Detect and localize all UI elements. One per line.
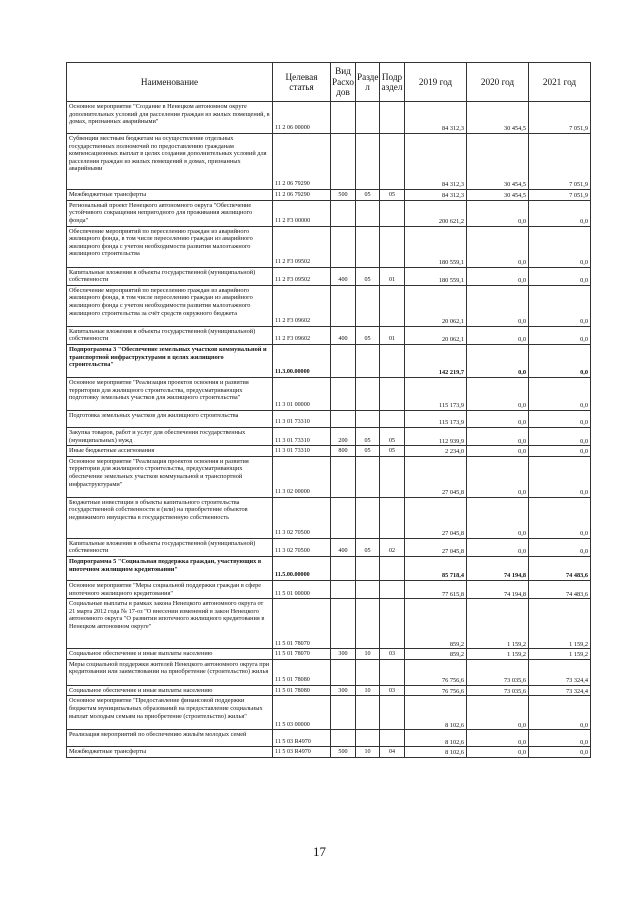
row-value-2021: 0,0 — [529, 200, 591, 226]
row-subsection — [380, 344, 405, 377]
row-value-2020: 0,0 — [467, 326, 529, 344]
row-name: Капитальные вложения в объекты государственной (муниципальной) собственности — [67, 267, 273, 285]
row-subsection — [380, 410, 405, 427]
row-name: Подготовка земельных участков для жилищного строительства — [67, 410, 273, 427]
table-row — [67, 267, 591, 285]
page-number: 17 — [313, 844, 326, 859]
table-row — [67, 344, 591, 377]
row-value-2019: 112 939,9 — [405, 427, 467, 445]
row-value-2021: 0,0 — [529, 456, 591, 497]
row-target-article: 11 5 01 78070 — [273, 649, 331, 660]
row-target-article: 11 2 F3 09502 — [273, 267, 331, 285]
row-target-article: 11 3 01 73310 — [273, 410, 331, 427]
table-row — [67, 190, 591, 201]
row-subsection — [380, 599, 405, 649]
row-target-article: 11 5 03 R4970 — [273, 730, 331, 747]
row-subsection — [380, 696, 405, 730]
row-value-2021: 0,0 — [529, 696, 591, 730]
row-name: Бюджетные инвестиции в объекты капитального строительства государственной собственности и (или) на приобретение объектов недвижимого имущества в государственную собственность — [67, 497, 273, 538]
row-subsection — [380, 556, 405, 580]
row-expense-type — [331, 659, 356, 685]
row-target-article: 11.5.00.00000 — [273, 556, 331, 580]
row-value-2019: 142 219,7 — [405, 344, 467, 377]
table-row — [67, 497, 591, 538]
row-value-2019: 180 559,1 — [405, 226, 467, 267]
row-value-2020: 0,0 — [467, 344, 529, 377]
row-subsection: 01 — [380, 267, 405, 285]
row-target-article: 11 5 01 00000 — [273, 580, 331, 598]
header-target-article: Целевая статья — [273, 63, 331, 102]
row-target-article: 11 2 F3 09602 — [273, 285, 331, 326]
row-section — [356, 456, 380, 497]
row-target-article: 11 5 01 78070 — [273, 599, 331, 649]
row-value-2019: 115 173,9 — [405, 377, 467, 410]
table-row — [67, 538, 591, 556]
row-name: Подпрограмма 5 "Социальная поддержка граждан, участвующих в ипотечном жилищном кредитовании" — [67, 556, 273, 580]
row-value-2021: 1 159,2 — [529, 649, 591, 660]
row-value-2021: 0,0 — [529, 377, 591, 410]
row-expense-type: 400 — [331, 538, 356, 556]
row-value-2020: 0,0 — [467, 497, 529, 538]
row-value-2020: 0,0 — [467, 747, 529, 758]
row-name: Субвенции местным бюджетам на осуществление отдельных государственных полномочий по предоставлению гражданам компенсационных выплат в целях создания дополнительных условий для расселения граждан из жилых помещений в домах, признанных аварийными — [67, 134, 273, 190]
row-section: 10 — [356, 649, 380, 660]
row-target-article: 11 2 F3 09502 — [273, 226, 331, 267]
row-value-2020: 0,0 — [467, 456, 529, 497]
row-section — [356, 659, 380, 685]
row-target-article: 11 2 06 79290 — [273, 134, 331, 190]
row-value-2019: 180 559,1 — [405, 267, 467, 285]
row-value-2021: 0,0 — [529, 285, 591, 326]
row-name: Капитальные вложения в объекты государственной (муниципальной) собственности — [67, 326, 273, 344]
row-name: Подпрограмма 3 "Обеспечение земельных участков коммунальной и транспортной инфраструктурами в целях жилищного строительства" — [67, 344, 273, 377]
row-name: Обеспечение мероприятий по переселению граждан из аварийного жилищного фонда, в том числе переселению граждан из аварийного жилищного фонда с учетом необходимости развития малоэтажного жилищного строительства — [67, 226, 273, 267]
row-value-2021: 73 324,4 — [529, 685, 591, 696]
row-subsection — [380, 730, 405, 747]
table-row — [67, 696, 591, 730]
row-expense-type — [331, 377, 356, 410]
row-value-2021: 0,0 — [529, 497, 591, 538]
table-body — [67, 102, 591, 758]
row-value-2020: 0,0 — [467, 377, 529, 410]
row-value-2020: 0,0 — [467, 696, 529, 730]
row-value-2019: 85 718,4 — [405, 556, 467, 580]
row-value-2020: 30 454,5 — [467, 102, 529, 134]
row-value-2019: 859,2 — [405, 649, 467, 660]
row-subsection: 05 — [380, 446, 405, 457]
table-row — [67, 326, 591, 344]
row-name: Основное мероприятие "Реализация проектов освоения и развития территории для жилищного строительства, предусматривающих обеспечение земельных участков коммунальной и транспортной инфраструктурами" — [67, 456, 273, 497]
row-value-2019: 27 045,8 — [405, 497, 467, 538]
row-section: 05 — [356, 446, 380, 457]
row-section — [356, 410, 380, 427]
row-subsection — [380, 456, 405, 497]
header-subsection: Подр аздел — [380, 63, 405, 102]
row-target-article: 11 5 03 00000 — [273, 696, 331, 730]
row-subsection: 03 — [380, 685, 405, 696]
row-value-2020: 74 194,8 — [467, 580, 529, 598]
row-expense-type — [331, 580, 356, 598]
row-target-article: 11 2 06 79290 — [273, 190, 331, 201]
row-expense-type: 500 — [331, 190, 356, 201]
row-expense-type — [331, 456, 356, 497]
row-value-2021: 7 051,9 — [529, 134, 591, 190]
row-expense-type — [331, 696, 356, 730]
header-2019: 2019 год — [405, 63, 467, 102]
header-section: Разде л — [356, 63, 380, 102]
row-name: Социальное обеспечение и иные выплаты населению — [67, 649, 273, 660]
row-target-article: 11 3 01 73310 — [273, 446, 331, 457]
row-target-article: 11 2 06 00000 — [273, 102, 331, 134]
row-target-article: 11 5 01 78080 — [273, 685, 331, 696]
table-row — [67, 226, 591, 267]
header-name: Наименование — [67, 63, 273, 102]
row-value-2019: 84 312,3 — [405, 134, 467, 190]
row-value-2020: 0,0 — [467, 410, 529, 427]
row-value-2020: 74 194,8 — [467, 556, 529, 580]
row-section — [356, 285, 380, 326]
table-row — [67, 659, 591, 685]
row-expense-type — [331, 200, 356, 226]
row-section: 05 — [356, 190, 380, 201]
row-value-2020: 1 159,2 — [467, 649, 529, 660]
row-value-2020: 0,0 — [467, 427, 529, 445]
table-row — [67, 102, 591, 134]
row-subsection — [380, 580, 405, 598]
row-subsection — [380, 226, 405, 267]
row-value-2021: 0,0 — [529, 267, 591, 285]
row-value-2019: 859,2 — [405, 599, 467, 649]
budget-table — [66, 62, 591, 758]
row-section — [356, 377, 380, 410]
row-subsection: 01 — [380, 326, 405, 344]
row-subsection — [380, 102, 405, 134]
row-value-2020: 30 454,5 — [467, 190, 529, 201]
row-expense-type: 300 — [331, 685, 356, 696]
table-row — [67, 410, 591, 427]
table-row — [67, 377, 591, 410]
row-value-2021: 0,0 — [529, 226, 591, 267]
row-value-2019: 76 756,6 — [405, 685, 467, 696]
row-section — [356, 344, 380, 377]
row-section — [356, 696, 380, 730]
row-name: Основное мероприятие "Предоставление финансовой поддержки бюджетам муниципальных образований на предоставление социальных выплат молодым семьям на приобретение (строительство) жилья" — [67, 696, 273, 730]
table-row — [67, 599, 591, 649]
table-row — [67, 685, 591, 696]
table-row — [67, 456, 591, 497]
row-target-article: 11 3 01 00000 — [273, 377, 331, 410]
row-expense-type — [331, 226, 356, 267]
row-value-2019: 8 102,6 — [405, 730, 467, 747]
row-expense-type: 400 — [331, 267, 356, 285]
row-section — [356, 200, 380, 226]
row-subsection — [380, 377, 405, 410]
row-section: 05 — [356, 427, 380, 445]
row-value-2019: 84 312,3 — [405, 190, 467, 201]
row-value-2021: 0,0 — [529, 427, 591, 445]
row-expense-type — [331, 102, 356, 134]
row-value-2021: 74 483,6 — [529, 580, 591, 598]
row-subsection: 05 — [380, 427, 405, 445]
table-row — [67, 134, 591, 190]
row-target-article: 11 5 03 R4970 — [273, 747, 331, 758]
row-name: Обеспечение мероприятий по переселению граждан из аварийного жилищного фонда, в том числе переселению граждан из аварийного жилищного фонда с учетом необходимости развития малоэтажного жилищного строительства за счёт средств окружного бюджета — [67, 285, 273, 326]
row-name: Иные бюджетные ассигнования — [67, 446, 273, 457]
row-value-2020: 0,0 — [467, 446, 529, 457]
row-target-article: 11 3 02 70500 — [273, 538, 331, 556]
table-row — [67, 747, 591, 758]
row-section — [356, 580, 380, 598]
table-row — [67, 446, 591, 457]
row-value-2020: 0,0 — [467, 285, 529, 326]
row-target-article: 11 2 F3 00000 — [273, 200, 331, 226]
row-subsection — [380, 200, 405, 226]
table-row — [67, 427, 591, 445]
row-name: Социальные выплаты в рамках закона Ненецкого автономного округа от 21 марта 2012 года № 17-оз "О внесении изменений в закон Ненецкого автономного округа "О развитии ипотечного жилищного кредитования в Ненецком автономном округе" — [67, 599, 273, 649]
row-value-2020: 1 159,2 — [467, 599, 529, 649]
row-subsection — [380, 497, 405, 538]
row-section: 10 — [356, 685, 380, 696]
row-value-2019: 76 756,6 — [405, 659, 467, 685]
row-value-2020: 0,0 — [467, 267, 529, 285]
row-subsection: 02 — [380, 538, 405, 556]
row-value-2019: 20 062,1 — [405, 326, 467, 344]
row-name: Региональный проект Ненецкого автономного округа "Обеспечение устойчивого сокращения непригодного для проживания жилищного фонда" — [67, 200, 273, 226]
row-value-2019: 8 102,6 — [405, 696, 467, 730]
row-value-2019: 27 045,8 — [405, 538, 467, 556]
row-name: Основное мероприятие "Реализация проектов освоения и развития территории для жилищного строительства, предусматривающих подготовку земельных участков для жилищного строительства" — [67, 377, 273, 410]
row-value-2021: 0,0 — [529, 538, 591, 556]
row-section — [356, 497, 380, 538]
row-value-2021: 73 324,4 — [529, 659, 591, 685]
row-section — [356, 102, 380, 134]
row-value-2021: 7 051,9 — [529, 102, 591, 134]
row-name: Основное мероприятие "Меры социальной поддержки граждан в сфере ипотечного жилищного кредитования" — [67, 580, 273, 598]
table-row — [67, 285, 591, 326]
row-expense-type — [331, 344, 356, 377]
row-subsection: 04 — [380, 747, 405, 758]
row-target-article: 11.3.00.00000 — [273, 344, 331, 377]
row-target-article: 11 3 02 70500 — [273, 497, 331, 538]
table-row — [67, 730, 591, 747]
row-section: 05 — [356, 326, 380, 344]
table-row — [67, 580, 591, 598]
row-section: 05 — [356, 267, 380, 285]
row-section — [356, 226, 380, 267]
header-expense-type: Вид Расхо дов — [331, 63, 356, 102]
row-value-2019: 200 621,2 — [405, 200, 467, 226]
row-expense-type — [331, 730, 356, 747]
row-target-article: 11 3 01 73310 — [273, 427, 331, 445]
row-value-2019: 2 234,0 — [405, 446, 467, 457]
row-value-2020: 73 035,6 — [467, 659, 529, 685]
row-value-2021: 74 483,6 — [529, 556, 591, 580]
row-section — [356, 134, 380, 190]
row-value-2021: 0,0 — [529, 446, 591, 457]
row-value-2020: 0,0 — [467, 730, 529, 747]
row-value-2021: 0,0 — [529, 344, 591, 377]
row-expense-type — [331, 134, 356, 190]
row-expense-type — [331, 497, 356, 538]
row-target-article: 11 2 F3 09602 — [273, 326, 331, 344]
row-value-2019: 8 102,6 — [405, 747, 467, 758]
row-value-2021: 1 159,2 — [529, 599, 591, 649]
row-value-2020: 30 454,5 — [467, 134, 529, 190]
row-expense-type: 200 — [331, 427, 356, 445]
table-row — [67, 556, 591, 580]
row-value-2019: 84 312,3 — [405, 102, 467, 134]
row-target-article: 11 3 02 00000 — [273, 456, 331, 497]
row-expense-type — [331, 599, 356, 649]
table-header-row — [67, 63, 591, 102]
row-name: Реализация мероприятий по обеспечению жильём молодых семей — [67, 730, 273, 747]
row-expense-type: 500 — [331, 747, 356, 758]
header-2021: 2021 год — [529, 63, 591, 102]
row-value-2021: 0,0 — [529, 730, 591, 747]
row-value-2021: 0,0 — [529, 326, 591, 344]
row-subsection: 03 — [380, 649, 405, 660]
table-row — [67, 649, 591, 660]
row-section — [356, 730, 380, 747]
row-value-2020: 0,0 — [467, 538, 529, 556]
row-name: Капитальные вложения в объекты государственной (муниципальной) собственности — [67, 538, 273, 556]
row-value-2021: 7 051,9 — [529, 190, 591, 201]
row-value-2019: 77 615,8 — [405, 580, 467, 598]
row-name: Межбюджетные трансферты — [67, 190, 273, 201]
row-subsection — [380, 659, 405, 685]
row-value-2019: 27 045,8 — [405, 456, 467, 497]
row-value-2021: 0,0 — [529, 747, 591, 758]
row-section — [356, 599, 380, 649]
row-expense-type: 800 — [331, 446, 356, 457]
row-subsection — [380, 134, 405, 190]
row-expense-type — [331, 285, 356, 326]
row-name: Закупка товаров, работ и услуг для обеспечения государственных (муниципальных) нужд — [67, 427, 273, 445]
row-value-2020: 0,0 — [467, 200, 529, 226]
row-expense-type — [331, 556, 356, 580]
row-name: Межбюджетные трансферты — [67, 747, 273, 758]
row-expense-type: 300 — [331, 649, 356, 660]
row-name: Основное мероприятие "Создание в Ненецком автономном округе дополнительных условий для расселения граждан из жилых помещений, в домах, признанных аварийными" — [67, 102, 273, 134]
row-name: Меры социальной поддержки жителей Ненецкого автономного округа при кредитовании или заимствовании на приобретение (строительство) жилья — [67, 659, 273, 685]
row-name: Социальное обеспечение и иные выплаты населению — [67, 685, 273, 696]
row-value-2020: 0,0 — [467, 226, 529, 267]
row-section: 10 — [356, 747, 380, 758]
row-expense-type: 400 — [331, 326, 356, 344]
row-subsection: 05 — [380, 190, 405, 201]
row-value-2020: 73 035,6 — [467, 685, 529, 696]
row-target-article: 11 5 01 78080 — [273, 659, 331, 685]
header-2020: 2020 год — [467, 63, 529, 102]
budget-table-sheet — [66, 62, 590, 758]
row-section: 05 — [356, 538, 380, 556]
row-expense-type — [331, 410, 356, 427]
row-section — [356, 556, 380, 580]
row-value-2019: 115 173,9 — [405, 410, 467, 427]
row-value-2019: 20 062,1 — [405, 285, 467, 326]
table-row — [67, 200, 591, 226]
row-value-2021: 0,0 — [529, 410, 591, 427]
row-subsection — [380, 285, 405, 326]
